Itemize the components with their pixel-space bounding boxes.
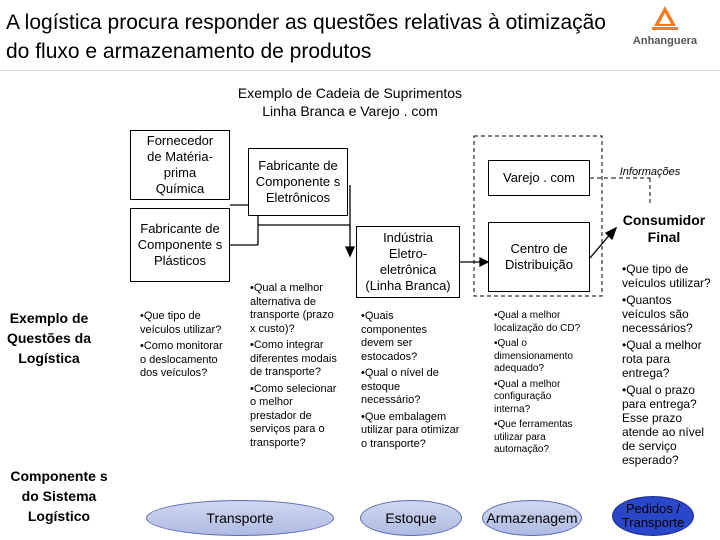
questions-col-4 — [494, 310, 586, 460]
node-fabricante-eletronicos: Fabricante de Componente s Eletrônicos — [248, 148, 348, 216]
question-item: •Qual a melhor alternativa de transporte (prazo x custo)? — [250, 282, 334, 335]
subtitle-line-2: Linha Branca e Varejo . com — [262, 103, 438, 119]
question-item: •Qual o dimensionamento adequado? — [494, 338, 573, 374]
arrow-head — [346, 247, 354, 256]
question-item: •Qual o prazo para entrega? Esse prazo atende ao nível de serviço esperado? — [622, 383, 705, 467]
component-transporte: Transporte — [146, 500, 334, 536]
question-item: •Como monitorar o deslocamento dos veículos? — [140, 340, 223, 379]
label-questoes: Exemplo de Questões da Logística — [6, 310, 92, 366]
component-estoque: Estoque — [360, 500, 462, 536]
node-consumidor: Consumidor Final — [622, 212, 706, 245]
component-pedidos: Pedidos / Transporte — [612, 496, 694, 536]
node-industria: Indústria Eletro-eletrônica (Linha Branca) — [356, 226, 460, 298]
node-fornecedor: Fornecedor de Matéria-prima Química — [130, 130, 230, 200]
questions-col-5 — [622, 262, 714, 470]
question-item: •Que ferramentas utilizar para automação? — [494, 419, 573, 455]
questions-col-3 — [361, 310, 461, 454]
page-title: A logística procura responder as questões relativas à otimização do fluxo e armazenamento de produtos — [6, 11, 606, 63]
question-item: •Quais componentes devem ser estocados? — [361, 310, 428, 363]
question-item: •Qual a melhor configuração interna? — [494, 378, 561, 415]
arrow-head — [480, 258, 488, 266]
component-armazenagem: Armazenagem — [482, 500, 582, 536]
label-componentes: Componente s do Sistema Logístico — [10, 468, 108, 524]
questions-col-2 — [250, 282, 342, 453]
question-item: •Que tipo de veículos utilizar? — [140, 310, 222, 336]
node-fabricante-plasticos: Fabricante de Componente s Plásticos — [130, 208, 230, 282]
question-item: •Qual a melhor rota para entrega? — [622, 338, 702, 380]
informacoes-label: Informações — [619, 166, 681, 178]
logo-text: Anhanguera — [632, 35, 698, 47]
questions-col-1 — [140, 310, 230, 384]
question-item: •Como selecionar o melhor prestador de serviços para o transporte? — [250, 382, 337, 449]
question-item: •Qual a melhor localização do CD? — [494, 310, 581, 334]
question-item: •Qual o nível de estoque necessário? — [361, 367, 439, 406]
node-centro: Centro de Distribuição — [488, 222, 590, 292]
question-item: •Que tipo de veículos utilizar? — [622, 262, 711, 290]
node-varejo: Varejo . com — [488, 160, 590, 196]
question-item: •Quantos veículos são necessários? — [622, 293, 693, 335]
question-item: •Que embalagem utilizar para otimizar o transporte? — [361, 410, 460, 450]
subtitle-line-1: Exemplo de Cadeia de Suprimentos — [237, 85, 463, 101]
question-item: •Como integrar diferentes modais de transporte? — [250, 339, 337, 378]
